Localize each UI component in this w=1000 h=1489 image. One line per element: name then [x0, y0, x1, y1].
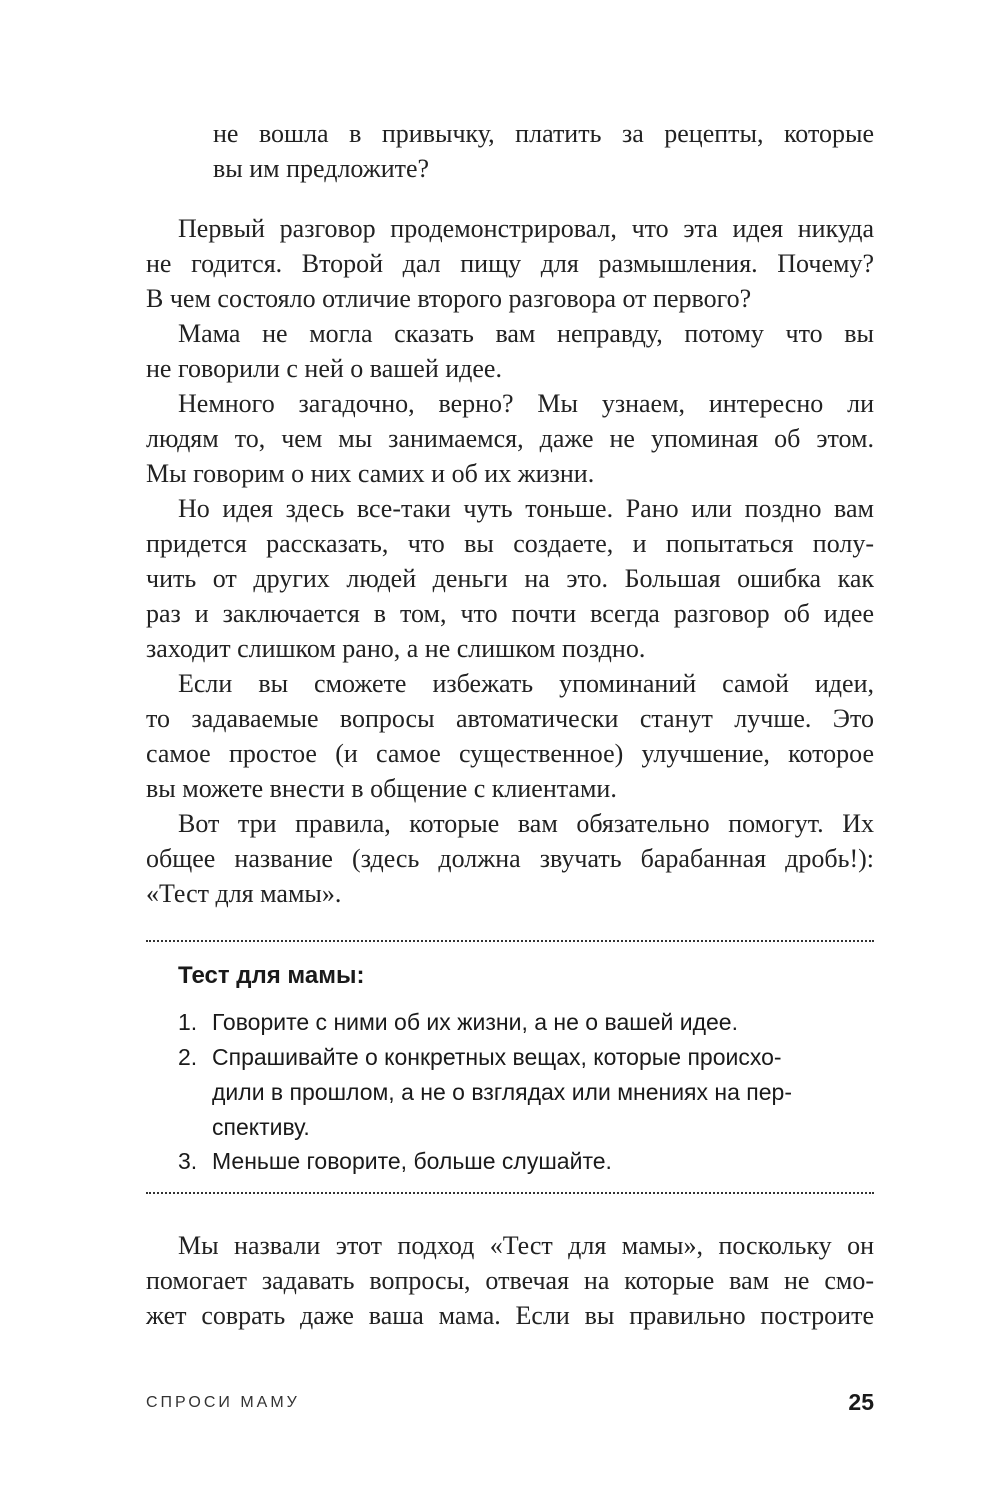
quote-line: вы им предложите? [213, 154, 430, 183]
list-item-number: 1. [178, 1009, 198, 1035]
body-line: Мы говорим о них самих и об их жизни. [146, 459, 595, 488]
running-title: СПРОСИ МАМУ [146, 1394, 300, 1411]
body-line: Первый разговор продемонстрировал, что эта идея никуда [178, 214, 874, 243]
body-line: вы можете внести в общение с клиентами. [146, 774, 617, 803]
body-line: помогает задавать вопросы, отвечая на которые вам не смо- [146, 1266, 874, 1295]
body-line: чить от других людей деньги на это. Большая ошибка как [146, 564, 874, 593]
body-line: В чем состояло отличие второго разговора от первого? [146, 284, 752, 313]
body-line: то задаваемые вопросы автоматически станут лучше. Это [146, 704, 874, 733]
body-line: Мы назвали этот подход «Тест для мамы», поскольку он [178, 1231, 874, 1260]
body-line: раз и заключается в том, что почти всегда разговор об идее [146, 599, 874, 628]
list-item-text: Говорите с ними об их жизни, а не о вашей идее. [212, 1009, 738, 1035]
body-line: людям то, чем мы занимаемся, даже не упоминая об этом. [146, 424, 874, 453]
list-item-text: Спрашивайте о конкретных вещах, которые происхо- [212, 1044, 782, 1070]
list-item-text: Меньше говорите, больше слушайте. [212, 1148, 612, 1174]
list-item-number: 3. [178, 1148, 198, 1174]
list-item-text: спективу. [212, 1114, 310, 1140]
body-line: заходит слишком рано, а не слишком поздно. [146, 634, 646, 663]
quote-line: не вошла в привычку, платить за рецепты, которые [213, 119, 874, 148]
dotted-divider-bottom [146, 1192, 874, 1194]
body-line: Мама не могла сказать вам неправду, потому что вы [178, 319, 874, 348]
body-line: не годится. Второй дал пищу для размышления. Почему? [146, 249, 874, 278]
body-line: общее название (здесь должна звучать барабанная дробь!): [146, 844, 874, 873]
body-line: Но идея здесь все-таки чуть тоньше. Рано или поздно вам [178, 494, 874, 523]
list-item [178, 1005, 838, 1040]
list-item [178, 1040, 838, 1145]
list-item [178, 1144, 838, 1179]
body-line: жет соврать даже ваша мама. Если вы правильно построите [146, 1301, 874, 1330]
list-item-text: дили в прошлом, а не о взглядах или мнениях на пер- [212, 1079, 792, 1105]
body-line: Если вы сможете избежать упоминаний самой идеи, [178, 669, 874, 698]
box-title: Тест для мамы: [178, 962, 365, 989]
dotted-divider-top [146, 940, 874, 942]
body-line: Вот три правила, которые вам обязательно помогут. Их [178, 809, 874, 838]
page-number: 25 [848, 1389, 874, 1415]
body-line: Немного загадочно, верно? Мы узнаем, интересно ли [178, 389, 874, 418]
body-line: самое простое (и самое существенное) улучшение, которое [146, 739, 874, 768]
body-line: придется рассказать, что вы создаете, и попытаться полу- [146, 529, 874, 558]
list-item-number: 2. [178, 1044, 198, 1070]
body-line: не говорили с ней о вашей идее. [146, 354, 502, 383]
body-line: «Тест для мамы». [146, 879, 342, 908]
